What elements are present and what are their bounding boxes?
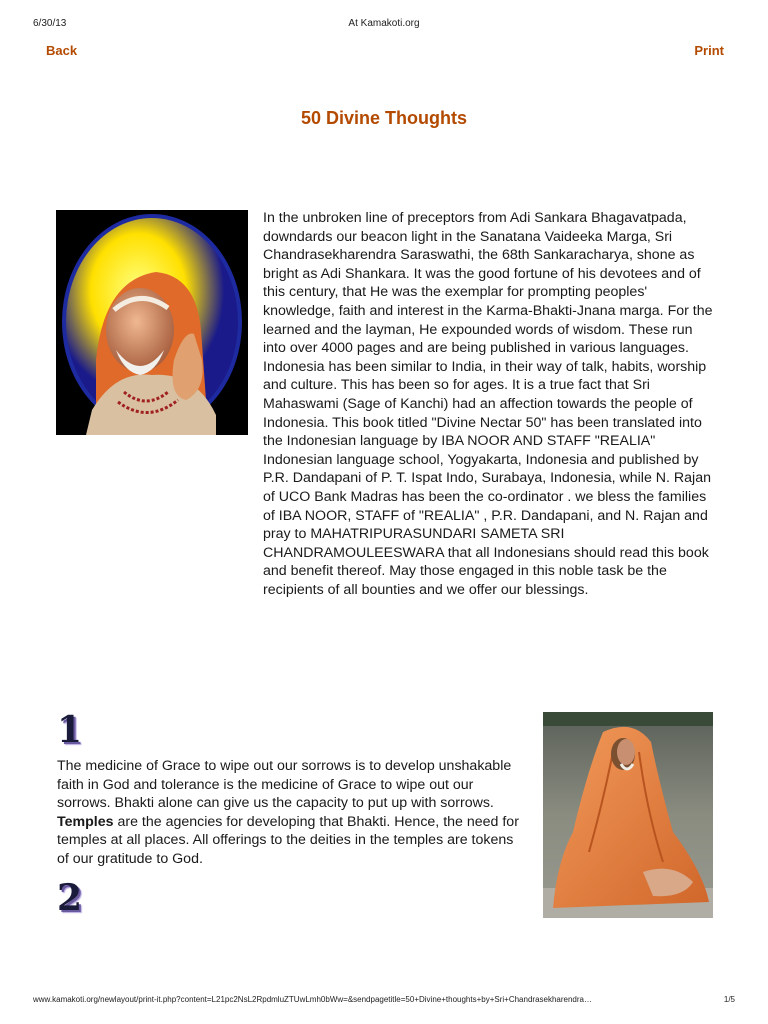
intro-paragraph: In the unbroken line of preceptors from Adi Sankara Bhagavatpada, downdards our beacon light in the Sanatana Vaideeka Marga, Sri Chandrasekharendra Saraswathi, the 68th Sankaracharya, shone as bright as Adi Shankara. It was the good fortune of his devotees and of this century, that He was the exemplar for prompting peoples' knowledge, faith and interest in the Karma-Bhakti-Jnana marga. For the learned and the layman, He expounded words of wisdom. These run into over 4000 pages and are being published in various languages. Indonesia has been similar to India, in their way of talk, habits, worship and culture. This has been so for ages. It is a true fact that Sri Mahaswami (Sage of Kanchi) had an affection towards the people of Indonesia. This book titled "Divine Nectar 50" has been translated into the Indonesian language by IBA NOOR AND STAFF "REALIA" Indonesian language school, Yogyakarta, Indonesia and published by P.R. Dandapani of P. T. Ispat Indo, Surabaya, Indonesia, while N. Rajan of UCO Bank Madras has been the co-ordinator . we bless the families of IBA NOOR, STAFF of "REALIA" , P.R. Dandapani, and N. Rajan and pray to MAHATRIPURASUNDARI SAMETA SRI CHANDRAMOULEESWARA that all Indonesians should read this book and benefit thereof. May those engaged in this noble task be the recipients of all bounties and we offer our blessings. xyxy=(263,210,713,598)
footer-page-number: 1/5 xyxy=(723,995,735,1004)
thought-1-text-part: The medicine of Grace to wipe out our sorrows is to develop unshakable faith in God and tolerance is the medicine of Grace to wipe out our sorrows. Bhakti alone can give us the capacity to put up with sorrows. xyxy=(57,758,512,812)
print-date: 6/30/13 xyxy=(33,18,67,29)
thought-1-bold-word: Temples xyxy=(57,813,114,830)
thought-number-2: 2 xyxy=(57,877,83,919)
sage-seated-photo xyxy=(543,712,713,918)
sage-portrait-image xyxy=(56,210,248,435)
thought-number-1: 1 xyxy=(57,709,83,751)
back-link[interactable]: Back xyxy=(46,43,78,58)
print-footer xyxy=(0,995,768,1007)
print-link[interactable]: Print xyxy=(694,43,724,58)
thought-1-text xyxy=(57,757,527,869)
print-site-title: At Kamakoti.org xyxy=(348,18,420,29)
print-header xyxy=(0,18,768,32)
thought-1-text-part: are the agencies for developing that Bhakti. Hence, the need for temples at all places. All offerings to the deities in the temples are tokens of our gratitude to God. xyxy=(57,813,519,867)
page-title: 50 Divine Thoughts xyxy=(300,108,468,128)
footer-url: www.kamakoti.org/newlayout/print-it.php?content=L21pc2NsL2RpdmluZTUwLmh0bWw=&sendpagetitle=50+Divine+thoughts+by+Sri+Chandrasekharendra… xyxy=(33,995,592,1004)
